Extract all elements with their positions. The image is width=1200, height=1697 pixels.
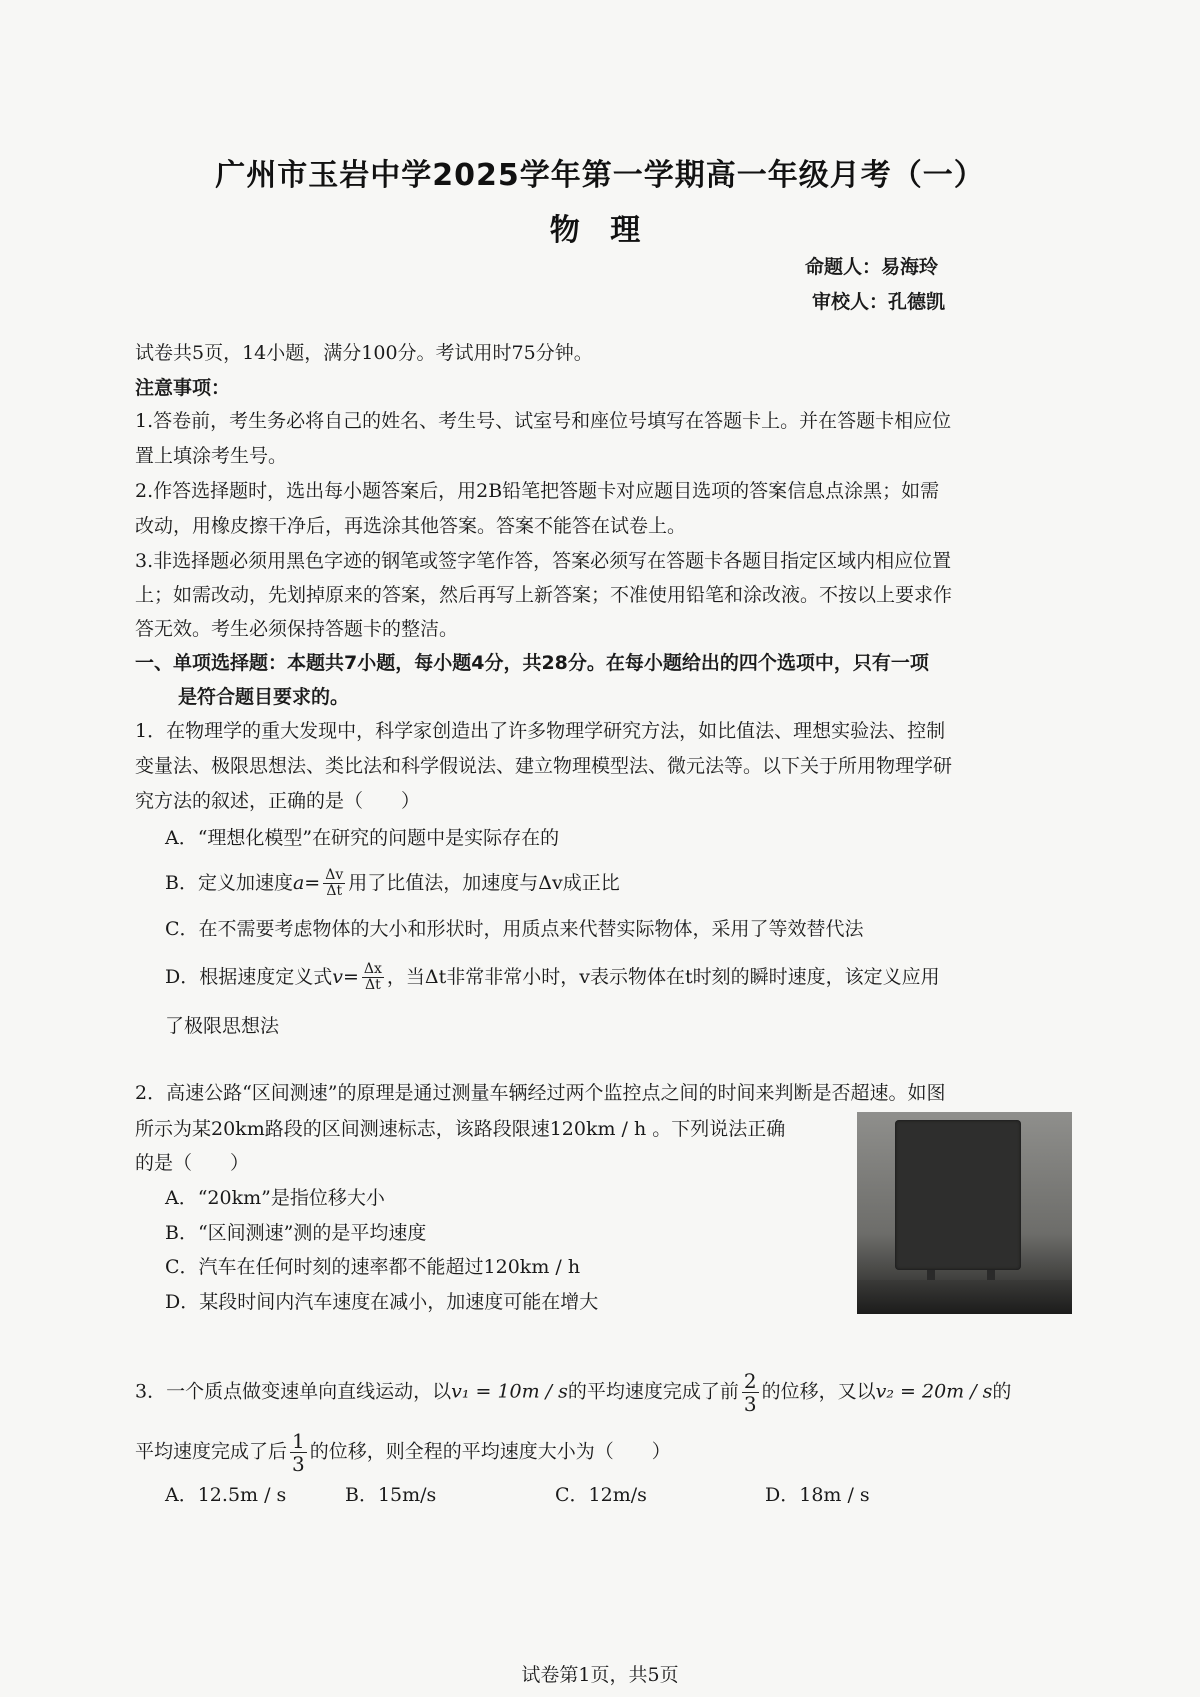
q2-option-b: B．“区间测速”测的是平均速度: [165, 1222, 427, 1244]
q1-option-a: A．“理想化模型”在研究的问题中是实际存在的: [165, 827, 560, 849]
q2-option-a: A．“20km”是指位移大小: [165, 1187, 385, 1209]
exam-summary: 试卷共5页，14小题，满分100分。考试用时75分钟。: [135, 342, 593, 364]
note-3-line-3: 答无效。考生必须保持答题卡的整洁。: [135, 618, 459, 640]
q3-stem-line-1: 3．一个质点做变速单向直线运动，以v₁ = 10m / s的平均速度完成了前 $\frac{2}{3}$ 的位移，又以v₂ = 20m / s的: [135, 1369, 1012, 1416]
page-footer: 试卷第1页，共5页: [521, 1664, 679, 1686]
q1-option-c: C．在不需要考虑物体的大小和形状时，用质点来代替实际物体，采用了等效替代法: [165, 918, 864, 940]
author-credit: 命题人：易海玲: [805, 256, 939, 278]
reviewer-credit: 审校人：孔德凯: [812, 291, 946, 313]
q2-stem-line-3: 的是（ ）: [135, 1152, 250, 1174]
q1-option-b: B．定义加速度a= $\frac{\Delta v}{\Delta t}$ 用了比值法，加速度与Δv成正比: [165, 867, 620, 900]
subject-title: 物 理: [549, 213, 651, 248]
note-2-line-2: 改动，用橡皮擦干净后，再选涂其他答案。答案不能答在试卷上。: [135, 515, 687, 537]
q1-stem-line-1: 1．在物理学的重大发现中，科学家创造出了许多物理学研究方法，如比值法、理想实验法、控制: [135, 720, 946, 742]
notes-heading: 注意事项：: [135, 377, 231, 399]
note-1-line-1: 1.答卷前，考生务必将自己的姓名、考生号、试室号和座位号填写在答题卡上。并在答题卡相应位: [135, 410, 952, 432]
q2-option-d: D．某段时间内汽车速度在减小，加速度可能在增大: [165, 1291, 599, 1313]
q2-stem-line-2: 所示为某20km路段的区间测速标志，该路段限速120km / h 。下列说法正确: [135, 1118, 786, 1140]
q3-stem-line-2: 平均速度完成了后 $\frac{1}{3}$ 的位移，则全程的平均速度大小为（ ）: [135, 1429, 671, 1476]
q3-option-c: C．12m/s: [555, 1484, 647, 1506]
q1-option-d-cont: 了极限思想法: [165, 1015, 280, 1037]
roadside-ground: [857, 1280, 1072, 1314]
q2-stem-line-1: 2．高速公路“区间测速”的原理是通过测量车辆经过两个监控点之间的时间来判断是否超速。如图: [135, 1082, 946, 1104]
speed-sign-photo: [857, 1112, 1072, 1314]
section-1-heading-cont: 是符合题目要求的。: [178, 686, 350, 708]
note-2-line-1: 2.作答选择题时，选出每小题答案后，用2B铅笔把答题卡对应题目选项的答案信息点涂黑；如需: [135, 480, 940, 502]
q1-stem-line-3: 究方法的叙述，正确的是（ ）: [135, 790, 421, 812]
note-3-line-2: 上；如需改动，先划掉原来的答案，然后再写上新答案；不准使用铅笔和涂改液。不按以上要求作: [135, 584, 953, 606]
q1-option-d: D．根据速度定义式v= $\frac{\Delta x}{\Delta t}$ ，当Δt非常非常小时，v表示物体在t时刻的瞬时速度，该定义应用: [165, 961, 940, 994]
note-3-line-1: 3.非选择题必须用黑色字迹的钢笔或签字笔作答，答案必须写在答题卡各题目指定区域内相应位置: [135, 550, 952, 572]
q3-option-a: A．12.5m / s: [165, 1484, 287, 1506]
note-1-line-2: 置上填涂考生号。: [135, 445, 288, 467]
q3-option-b: B．15m/s: [345, 1484, 437, 1506]
section-1-heading: 一、单项选择题：本题共7小题，每小题4分，共28分。在每小题给出的四个选项中，只有一项: [135, 652, 929, 674]
q1-stem-line-2: 变量法、极限思想法、类比法和科学假说法、建立物理模型法、微元法等。以下关于所用物理学研: [135, 755, 953, 777]
exam-title: 广州市玉岩中学2025学年第一学期高一年级月考（一）: [215, 158, 985, 193]
q3-option-d: D．18m / s: [765, 1484, 870, 1506]
speed-sign-board: [895, 1120, 1021, 1270]
q2-option-c: C．汽车在任何时刻的速率都不能超过120km / h: [165, 1256, 581, 1278]
